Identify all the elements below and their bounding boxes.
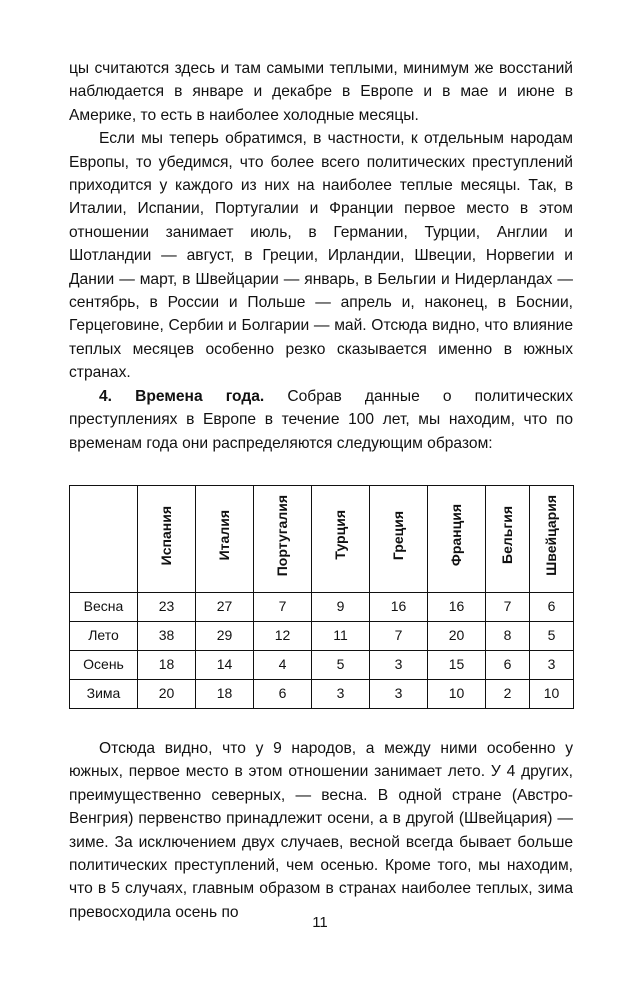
- column-header: Турция: [312, 485, 370, 592]
- row-label: Зима: [70, 679, 138, 708]
- column-header: Бельгия: [486, 485, 530, 592]
- seasons-table-wrap: [69, 485, 573, 709]
- table-cell: 14: [196, 650, 254, 679]
- table-cell: 3: [530, 650, 574, 679]
- table-cell: 4: [254, 650, 312, 679]
- table-cell: 16: [370, 592, 428, 621]
- paragraph-conclusion: Отсюда видно, что у 9 народов, а между ними особенно у южных, первое место в этом отношении занимает лето. У 4 других, преимущественно северных, — весна. В одной стране (Австро-Венгрия) первенство принадлежит осени, а в другой (Швейцария) — зиме. За исключением двух случаев, весной всегда бывает больше политических преступлений, чем осенью. Кроме того, мы находим, что в 5 случаях, главным образом в странах наиболее теплых, зима превосходила осень по: [69, 739, 573, 921]
- table-cell: 10: [530, 679, 574, 708]
- table-cell: 23: [138, 592, 196, 621]
- table-cell: 7: [254, 592, 312, 621]
- column-header: Испания: [138, 485, 196, 592]
- table-cell: 7: [370, 621, 428, 650]
- seasons-table: [69, 485, 574, 709]
- table-row: [70, 679, 574, 708]
- column-header: Италия: [196, 485, 254, 592]
- row-label: Весна: [70, 592, 138, 621]
- table-cell: 3: [370, 650, 428, 679]
- paragraph-months: Если мы теперь обратимся, в частности, к отдельным народам Европы, то убедимся, что более всего политических преступлений приходится у каждого из них на наиболее теплые месяцы. Так, в Италии, Испании, Португалии и Франции первое место в этом отношении занимает июль, в Германии, Турции, Англии и Шотландии — август, в Греции, Ирландии, Швеции, Норвегии и Дании — март, в Швейцарии — январь, в Бельгии и Нидерландах — сентябрь, в России и Польше — апрель и, наконец, в Боснии, Герцеговине, Сербии и Болгарии — май. Отсюда видно, что влияние теплых месяцев особенно резко сказывается именно в южных странах.: [69, 130, 573, 382]
- table-row: [70, 592, 574, 621]
- table-row: [70, 621, 574, 650]
- table-cell: 29: [196, 621, 254, 650]
- table-cell: 3: [312, 679, 370, 708]
- table-cell: 6: [486, 650, 530, 679]
- table-cell: 18: [196, 679, 254, 708]
- table-cell: 20: [138, 679, 196, 708]
- table-cell: 10: [428, 679, 486, 708]
- column-header: Португалия: [254, 485, 312, 592]
- table-cell: 16: [428, 592, 486, 621]
- table-header-row: [70, 485, 574, 592]
- table-cell: 18: [138, 650, 196, 679]
- column-header: Швейцария: [530, 485, 574, 592]
- table-row: [70, 650, 574, 679]
- table-cell: 27: [196, 592, 254, 621]
- row-label: Осень: [70, 650, 138, 679]
- table-cell: 3: [370, 679, 428, 708]
- table-cell: 9: [312, 592, 370, 621]
- table-cell: 5: [530, 621, 574, 650]
- table-cell: 38: [138, 621, 196, 650]
- section-heading: 4. Времена года.: [99, 387, 265, 405]
- row-label: Лето: [70, 621, 138, 650]
- column-header: Франция: [428, 485, 486, 592]
- table-cell: 20: [428, 621, 486, 650]
- paragraph-seasons-intro: [69, 385, 573, 455]
- column-header: Греция: [370, 485, 428, 592]
- table-cell: 11: [312, 621, 370, 650]
- table-cell: 15: [428, 650, 486, 679]
- table-cell: 2: [486, 679, 530, 708]
- table-corner-cell: [70, 485, 138, 592]
- table-cell: 6: [530, 592, 574, 621]
- table-cell: 7: [486, 592, 530, 621]
- section-text: Собрав данные о политических преступлениях в Европе в течение 100 лет, мы находим, что по временам года они распределяются следующим образом:: [69, 387, 573, 452]
- page-number: 11: [312, 914, 328, 931]
- table-cell: 8: [486, 621, 530, 650]
- table-cell: 12: [254, 621, 312, 650]
- table-cell: 5: [312, 650, 370, 679]
- table-cell: 6: [254, 679, 312, 708]
- page-body: [69, 57, 573, 924]
- paragraph-continued: цы считаются здесь и там самыми теплыми, минимум же восстаний наблюдается в январе и декабре в Европе и в мае и июне в Америке, то есть в наиболее холодные месяцы.: [69, 60, 573, 124]
